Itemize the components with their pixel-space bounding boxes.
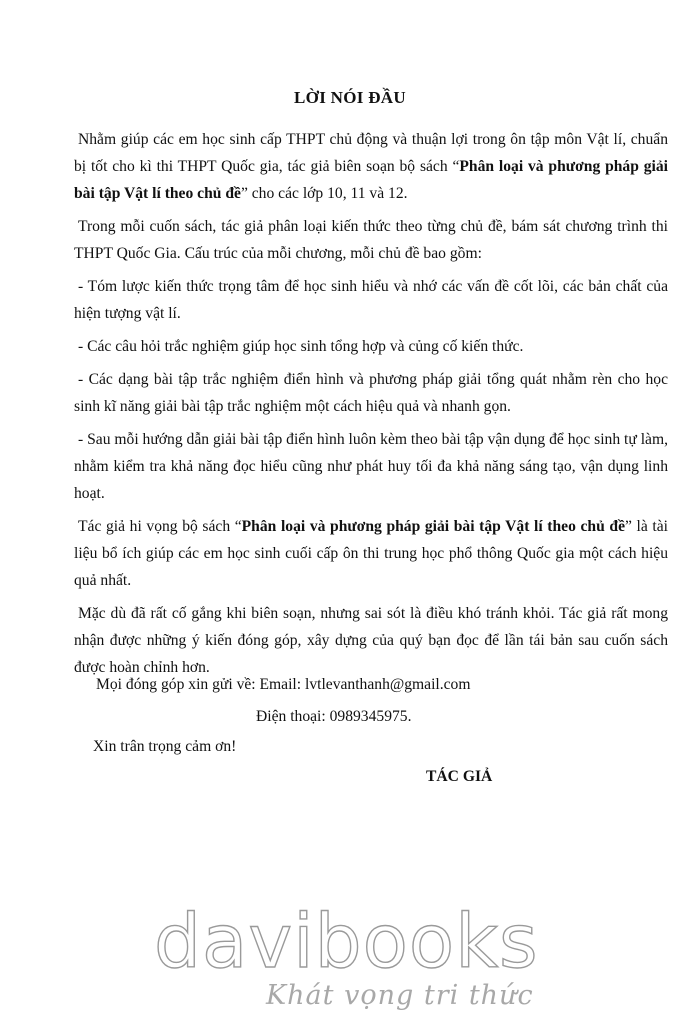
watermark-brand: davibooks — [154, 899, 539, 985]
paragraph-structure: Trong mỗi cuốn sách, tác giả phân loại kiến thức theo từng chủ đề, bám sát chương trình thi THPT Quốc Gia. Cấu trúc của mỗi chương, mỗi chủ đề bao gồm: — [74, 218, 668, 262]
contact-email: Mọi đóng góp xin gửi về: Email: lvtlevanthanh@gmail.com — [96, 676, 471, 693]
hope-text-end: ” là tài liệu bổ ích giúp các em học sinh cuối cấp ôn thi trung học phổ thông Quốc gia một cách hiệu quả nhất. — [74, 518, 668, 589]
intro-text: Nhằm giúp các em học sinh cấp THPT chủ động và thuận lợi trong ôn tập môn Vật lí, chuẩn bị tốt cho kì thi THPT Quốc gia, tác giả biên soạn bộ sách “ — [74, 131, 668, 175]
list-item: - Sau mỗi hướng dẫn giải bài tập điển hình luôn kèm theo bài tập vận dụng để học sinh tự làm, nhằm kiểm tra khả năng đọc hiểu cũng như phát huy tối đa khả năng sáng tạo, vận dụng linh hoạt. — [74, 431, 668, 502]
thanks-line: Xin trân trọng cảm ơn! — [93, 738, 237, 755]
paragraph-intro — [74, 126, 668, 207]
book-title: Phân loại và phương pháp giải bài tập Vật lí theo chủ đề — [241, 518, 625, 535]
watermark-logo — [154, 899, 554, 1017]
list-item: - Tóm lược kiến thức trọng tâm để học sinh hiểu và nhớ các vấn đề cốt lõi, các bản chất của hiện tượng vật lí. — [74, 278, 668, 322]
paragraph-apology: Mặc dù đã rất cố gắng khi biên soạn, nhưng sai sót là điều khó tránh khỏi. Tác giả rất mong nhận được những ý kiến đóng góp, xây dựng của quý bạn đọc để lần tái bản sau cuốn sách được hoàn chỉnh hơn. — [74, 605, 668, 676]
list-item: - Các dạng bài tập trắc nghiệm điển hình và phương pháp giải tổng quát nhằm rèn cho học sinh kĩ năng giải bài tập trắc nghiệm một cách hiệu quả và nhanh gọn. — [74, 371, 668, 415]
contact-phone: Điện thoại: 0989345975. — [256, 708, 412, 725]
watermark-slogan: Khát vọng tri thức — [266, 980, 534, 1011]
intro-text-end: ” cho các lớp 10, 11 và 12. — [240, 185, 408, 202]
hope-text: Tác giả hi vọng bộ sách “ — [78, 518, 242, 535]
paragraph-hope — [74, 513, 668, 594]
page-title: LỜI NÓI ĐẦU — [294, 88, 406, 107]
list-item: - Các câu hỏi trắc nghiệm giúp học sinh tổng hợp và củng cố kiến thức. — [78, 338, 524, 355]
author-signature: TÁC GIẢ — [426, 768, 493, 785]
book-title: Phân loại và phương pháp giải bài tập Vật lí theo chủ đề — [74, 158, 668, 202]
preface-body — [74, 126, 668, 687]
